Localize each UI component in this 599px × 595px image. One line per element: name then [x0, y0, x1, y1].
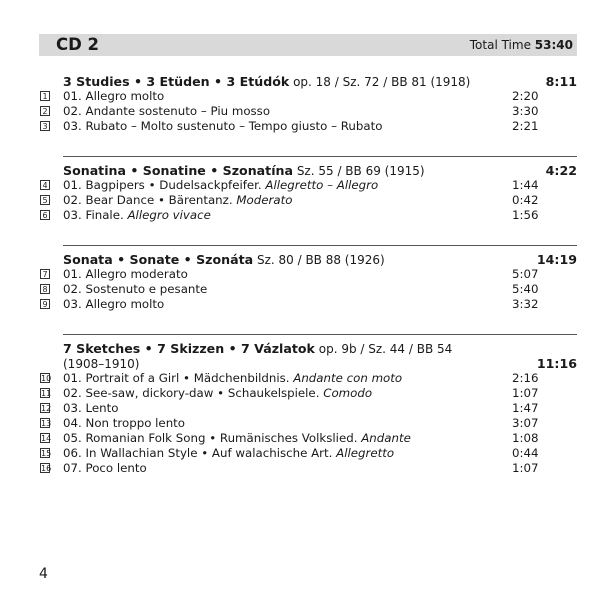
- track-number: 10: [41, 374, 52, 383]
- page-number: 4: [39, 566, 48, 582]
- track-title: 01. Allegro moderato: [63, 267, 188, 281]
- track-time: 0:42: [512, 193, 539, 207]
- track-tempo: Andante con moto: [293, 371, 403, 385]
- total-time: [470, 38, 573, 52]
- work-title: Sonatina • Sonatine • Szonatína: [63, 163, 293, 178]
- track-row: [39, 208, 577, 223]
- work-title: Sonata • Sonate • Szonáta: [63, 252, 254, 267]
- work-catalog: op. 9b / Sz. 44 / BB 54: [318, 342, 453, 356]
- track-title: 01. Allegro molto: [63, 89, 165, 103]
- track-tempo: Andante: [361, 431, 411, 445]
- track-number: 11: [41, 389, 52, 398]
- track-row: [39, 104, 577, 119]
- track-tempo: Allegro vivace: [127, 208, 211, 222]
- work-heading: [63, 341, 553, 372]
- track-time: 1:44: [512, 178, 539, 192]
- track-row: [39, 371, 577, 386]
- work-heading: [63, 252, 553, 268]
- track-title: 01. Portrait of a Girl • Mädchenbildnis. Andante con moto: [63, 371, 403, 385]
- track-row: [39, 267, 577, 282]
- track-number: 12: [41, 404, 52, 413]
- track-row: [39, 178, 577, 193]
- cd-label: CD 2: [56, 35, 100, 54]
- track-time: 2:16: [512, 371, 539, 385]
- track-row: [39, 119, 577, 134]
- track-title: 06. In Wallachian Style • Auf walachische Art. Allegretto: [63, 446, 395, 460]
- track-tempo: Allegretto: [336, 446, 395, 460]
- track-title: 07. Poco lento: [63, 461, 147, 475]
- track-title: 04. Non troppo lento: [63, 416, 186, 430]
- track-title: 02. Bear Dance • Bärentanz. Moderato: [63, 193, 293, 207]
- track-tempo: Allegretto – Allegro: [265, 178, 379, 192]
- track-tempo: Moderato: [236, 193, 293, 207]
- track-row: [39, 446, 577, 461]
- track-number: 3: [40, 121, 50, 131]
- track-row: [39, 416, 577, 431]
- track-time: 3:07: [512, 416, 539, 430]
- track-time: 2:20: [512, 89, 539, 103]
- track-title: 02. Sostenuto e pesante: [63, 282, 208, 296]
- track-row: [39, 89, 577, 104]
- work-duration: 14:19: [536, 252, 577, 267]
- work-duration: 4:22: [545, 163, 577, 178]
- work-title: 3 Studies • 3 Etüden • 3 Etúdók: [63, 74, 290, 89]
- track-title: 02. Andante sostenuto – Piu mosso: [63, 104, 271, 118]
- track-number: 8: [40, 284, 50, 294]
- track-time: 1:07: [512, 386, 539, 400]
- work-catalog: Sz. 80 / BB 88 (1926): [256, 253, 385, 267]
- total-time-label: Total Time: [469, 38, 531, 52]
- work-heading: [63, 163, 553, 179]
- track-number: 6: [40, 210, 50, 220]
- track-title: 03. Lento: [63, 401, 119, 415]
- track-time: 3:30: [512, 104, 539, 118]
- track-tempo: Comodo: [323, 386, 373, 400]
- track-row: [39, 282, 577, 297]
- track-row: [39, 386, 577, 401]
- track-number: 14: [41, 434, 52, 443]
- track-title: 03. Finale. Allegro vivace: [63, 208, 211, 222]
- work-title: 7 Sketches • 7 Skizzen • 7 Vázlatok: [63, 341, 315, 356]
- track-row: [39, 193, 577, 208]
- track-title: 02. See-saw, dickory-daw • Schaukelspiele. Comodo: [63, 386, 373, 400]
- track-time: 1:47: [512, 401, 539, 415]
- track-time: 1:08: [512, 431, 539, 445]
- track-number: 2: [40, 106, 50, 116]
- track-number: 16: [41, 464, 52, 473]
- track-title: 03. Allegro molto: [63, 297, 165, 311]
- work-catalog: Sz. 55 / BB 69 (1915): [296, 164, 425, 178]
- track-number: 5: [40, 195, 50, 205]
- track-time: 5:07: [512, 267, 539, 281]
- track-time: 1:56: [512, 208, 539, 222]
- track-title: 01. Bagpipers • Dudelsackpfeifer. Allegretto – Allegro: [63, 178, 379, 192]
- track-row: [39, 431, 577, 446]
- track-row: [39, 401, 577, 416]
- work-years: (1908–1910): [63, 357, 140, 371]
- work-heading: [63, 74, 553, 90]
- track-title: 05. Romanian Folk Song • Rumänisches Volkslied. Andante: [63, 431, 411, 445]
- track-number: 13: [41, 419, 52, 428]
- track-number: 9: [40, 299, 50, 309]
- section-divider: [63, 156, 577, 157]
- track-number: 4: [40, 180, 50, 190]
- section-divider: [63, 245, 577, 246]
- work-duration: 11:16: [536, 356, 577, 371]
- total-time-value: 53:40: [534, 38, 573, 52]
- cd-header-bar: [39, 34, 577, 56]
- track-title: 03. Rubato – Molto sustenuto – Tempo giusto – Rubato: [63, 119, 383, 133]
- track-number: 7: [40, 269, 50, 279]
- track-time: 2:21: [512, 119, 539, 133]
- track-time: 0:44: [512, 446, 539, 460]
- track-row: [39, 461, 577, 476]
- work-catalog: op. 18 / Sz. 72 / BB 81 (1918): [293, 75, 471, 89]
- track-time: 1:07: [512, 461, 539, 475]
- track-number: 1: [40, 91, 50, 101]
- work-duration: 8:11: [545, 74, 577, 89]
- track-time: 3:32: [512, 297, 539, 311]
- track-time: 5:40: [512, 282, 539, 296]
- track-row: [39, 297, 577, 312]
- section-divider: [63, 334, 577, 335]
- track-number: 15: [41, 449, 52, 458]
